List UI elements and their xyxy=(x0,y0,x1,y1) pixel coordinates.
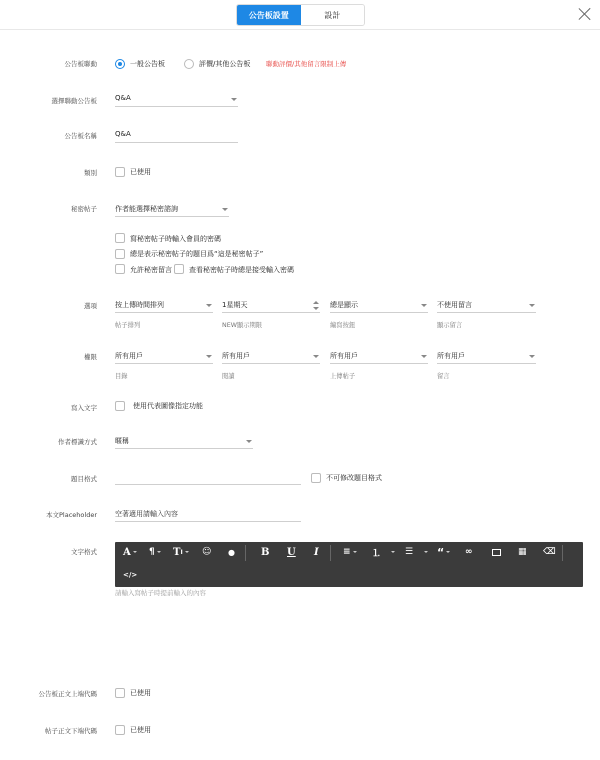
chevron-down-icon xyxy=(222,208,228,211)
permission-upload-caption: 上傳帖子 xyxy=(330,373,356,380)
select-board-label: 選擇聯動公告板 xyxy=(51,97,97,105)
title-format-input[interactable] xyxy=(115,471,301,485)
table-icon[interactable]: ▦ xyxy=(518,547,527,557)
permission-read-caption: 閱讀 xyxy=(222,373,235,380)
text-size-icon[interactable]: T I xyxy=(173,542,189,562)
new-period-value: 1星期天 xyxy=(222,301,248,309)
toolbar-divider xyxy=(330,545,331,561)
list-dropdown-icon[interactable] xyxy=(422,542,428,562)
radio-general-board-label: 一般公告板 xyxy=(130,60,165,68)
author-display-label: 作者標識方式 xyxy=(58,438,97,446)
toolbar-divider xyxy=(562,545,563,561)
secret-option-label: 總是表示秘密帖子的題目爲“這是秘密帖子” xyxy=(130,250,264,258)
code-view-icon[interactable]: </> xyxy=(123,571,138,579)
eraser-icon[interactable]: ⌫ xyxy=(543,547,556,557)
chevron-down-icon xyxy=(246,440,252,443)
chevron-down-icon xyxy=(529,304,535,307)
write-text-checkbox[interactable] xyxy=(115,401,125,411)
fill-color-icon[interactable]: ● xyxy=(228,547,235,557)
title-format-label: 題目格式 xyxy=(71,475,97,483)
spinner-icon[interactable] xyxy=(313,300,319,312)
secret-label: 秘密帖子 xyxy=(71,205,97,213)
title-format-lock-label: 不可修改題目格式 xyxy=(326,474,382,482)
comment-dropdown[interactable] xyxy=(437,299,536,313)
body-placeholder-value: 空著適用請輸入內容 xyxy=(115,510,178,518)
select-board-value: Q&A xyxy=(115,94,131,102)
chevron-down-icon xyxy=(421,355,427,358)
radio-review-board[interactable] xyxy=(184,59,194,69)
comment-caption: 顯示留言 xyxy=(437,322,463,329)
linkage-note: 聯動評價/其他留言限制上傳 xyxy=(266,60,347,68)
secret-value: 作者能選擇秘密諮詢 xyxy=(115,205,178,213)
chevron-down-icon xyxy=(206,304,212,307)
body-placeholder-input[interactable] xyxy=(115,508,301,522)
list-dropdown-icon[interactable] xyxy=(389,542,395,562)
board-top-code-checkbox-label: 已使用 xyxy=(130,689,151,697)
board-top-code-checkbox[interactable] xyxy=(115,688,125,698)
author-display-value: 暱稱 xyxy=(115,437,129,445)
text-color-icon[interactable]: A xyxy=(123,542,137,562)
category-checkbox-label: 已使用 xyxy=(130,168,151,176)
board-top-code-label: 公告板正文上端代碼 xyxy=(38,690,97,698)
radio-review-board-label: 評價/其他公告板 xyxy=(199,60,251,68)
chevron-down-icon xyxy=(313,355,319,358)
editor-toolbar xyxy=(115,542,583,587)
editor-hint: 請輸入寫帖子時提前輸入的內容 xyxy=(115,589,206,597)
post-bottom-code-checkbox-label: 已使用 xyxy=(130,726,151,734)
secret-dropdown[interactable] xyxy=(115,203,229,217)
permission-upload-dropdown[interactable] xyxy=(330,350,428,364)
write-text-checkbox-label: 使用代表圖像指定功能 xyxy=(133,402,203,410)
tab-group xyxy=(236,4,365,26)
permission-upload-value: 所有用戶 xyxy=(330,352,358,360)
new-period-stepper[interactable] xyxy=(222,299,320,313)
board-name-label: 公告板名稱 xyxy=(64,132,97,140)
close-icon[interactable] xyxy=(578,7,592,21)
comment-value: 不使用留言 xyxy=(437,301,472,309)
text-format-label: 文字格式 xyxy=(71,548,97,556)
bold-icon[interactable]: B xyxy=(261,546,270,558)
permission-comment-caption: 留言 xyxy=(437,373,450,380)
secret-option-checkbox[interactable] xyxy=(115,264,125,274)
secret-option-label: 寫秘密帖子時輸入會員的密碼 xyxy=(130,235,221,243)
chevron-down-icon xyxy=(421,304,427,307)
chevron-down-icon xyxy=(206,355,212,358)
board-name-input[interactable] xyxy=(115,129,238,143)
unordered-list-icon[interactable]: ☰ xyxy=(405,547,414,557)
link-icon[interactable]: ∞ xyxy=(465,547,473,557)
author-display-dropdown[interactable] xyxy=(115,435,253,449)
options-label: 選項 xyxy=(84,302,97,310)
new-period-caption: NEW顯示期限 xyxy=(222,322,263,329)
category-label: 類別 xyxy=(84,169,97,177)
sort-order-dropdown[interactable] xyxy=(115,299,213,313)
body-placeholder-label: 本文Placeholder xyxy=(46,511,97,519)
image-icon[interactable] xyxy=(492,542,501,562)
permission-comment-value: 所有用戶 xyxy=(437,352,465,360)
top-bar xyxy=(0,0,600,30)
permission-list-caption: 目錄 xyxy=(115,373,128,380)
select-board-dropdown[interactable] xyxy=(115,93,238,107)
write-button-caption: 編寫按鈕 xyxy=(330,322,356,329)
secret-option-label: 查看秘密帖子時總是接受輸入密碼 xyxy=(189,266,294,274)
sort-order-value: 按上傳時間排列 xyxy=(115,301,164,309)
post-bottom-code-checkbox[interactable] xyxy=(115,725,125,735)
secret-option-checkbox[interactable] xyxy=(115,249,125,259)
tab-design[interactable]: 設計 xyxy=(301,5,365,25)
board-name-value: Q&A xyxy=(115,130,131,138)
permission-comment-dropdown[interactable] xyxy=(437,350,536,364)
linkage-label: 公告板聯動 xyxy=(64,60,97,68)
secret-option-label: 允許秘密留言 xyxy=(130,266,172,274)
permission-label: 權限 xyxy=(84,353,97,361)
category-checkbox[interactable] xyxy=(115,167,125,177)
tab-board-settings[interactable]: 公告板設置 xyxy=(237,5,301,25)
paragraph-icon[interactable]: ¶ xyxy=(149,542,161,562)
secret-option-checkbox[interactable] xyxy=(115,233,125,243)
title-format-lock-checkbox[interactable] xyxy=(311,473,321,483)
post-bottom-code-label: 帖子正文下端代碼 xyxy=(45,727,97,735)
ordered-list-icon[interactable]: ⒈ xyxy=(372,548,382,559)
radio-general-board[interactable] xyxy=(115,59,125,69)
chevron-down-icon xyxy=(231,98,237,101)
write-button-value: 總是顯示 xyxy=(330,301,358,309)
write-button-dropdown[interactable] xyxy=(330,299,428,313)
italic-icon[interactable]: I xyxy=(314,546,319,558)
underline-icon[interactable]: U xyxy=(287,546,296,558)
permission-read-dropdown[interactable] xyxy=(222,350,320,364)
permission-list-dropdown[interactable] xyxy=(115,350,213,364)
write-text-label: 寫入文字 xyxy=(71,404,97,412)
permission-list-value: 所有用戶 xyxy=(115,352,143,360)
align-icon[interactable]: ≡ xyxy=(343,542,357,562)
sort-order-caption: 帖子排列 xyxy=(115,322,141,329)
permission-read-value: 所有用戶 xyxy=(222,352,250,360)
quote-icon[interactable]: “ xyxy=(437,542,450,562)
chevron-down-icon xyxy=(529,355,535,358)
secret-option-checkbox[interactable] xyxy=(174,264,184,274)
emoji-icon[interactable]: ☺ xyxy=(202,547,212,557)
toolbar-divider xyxy=(245,545,246,561)
